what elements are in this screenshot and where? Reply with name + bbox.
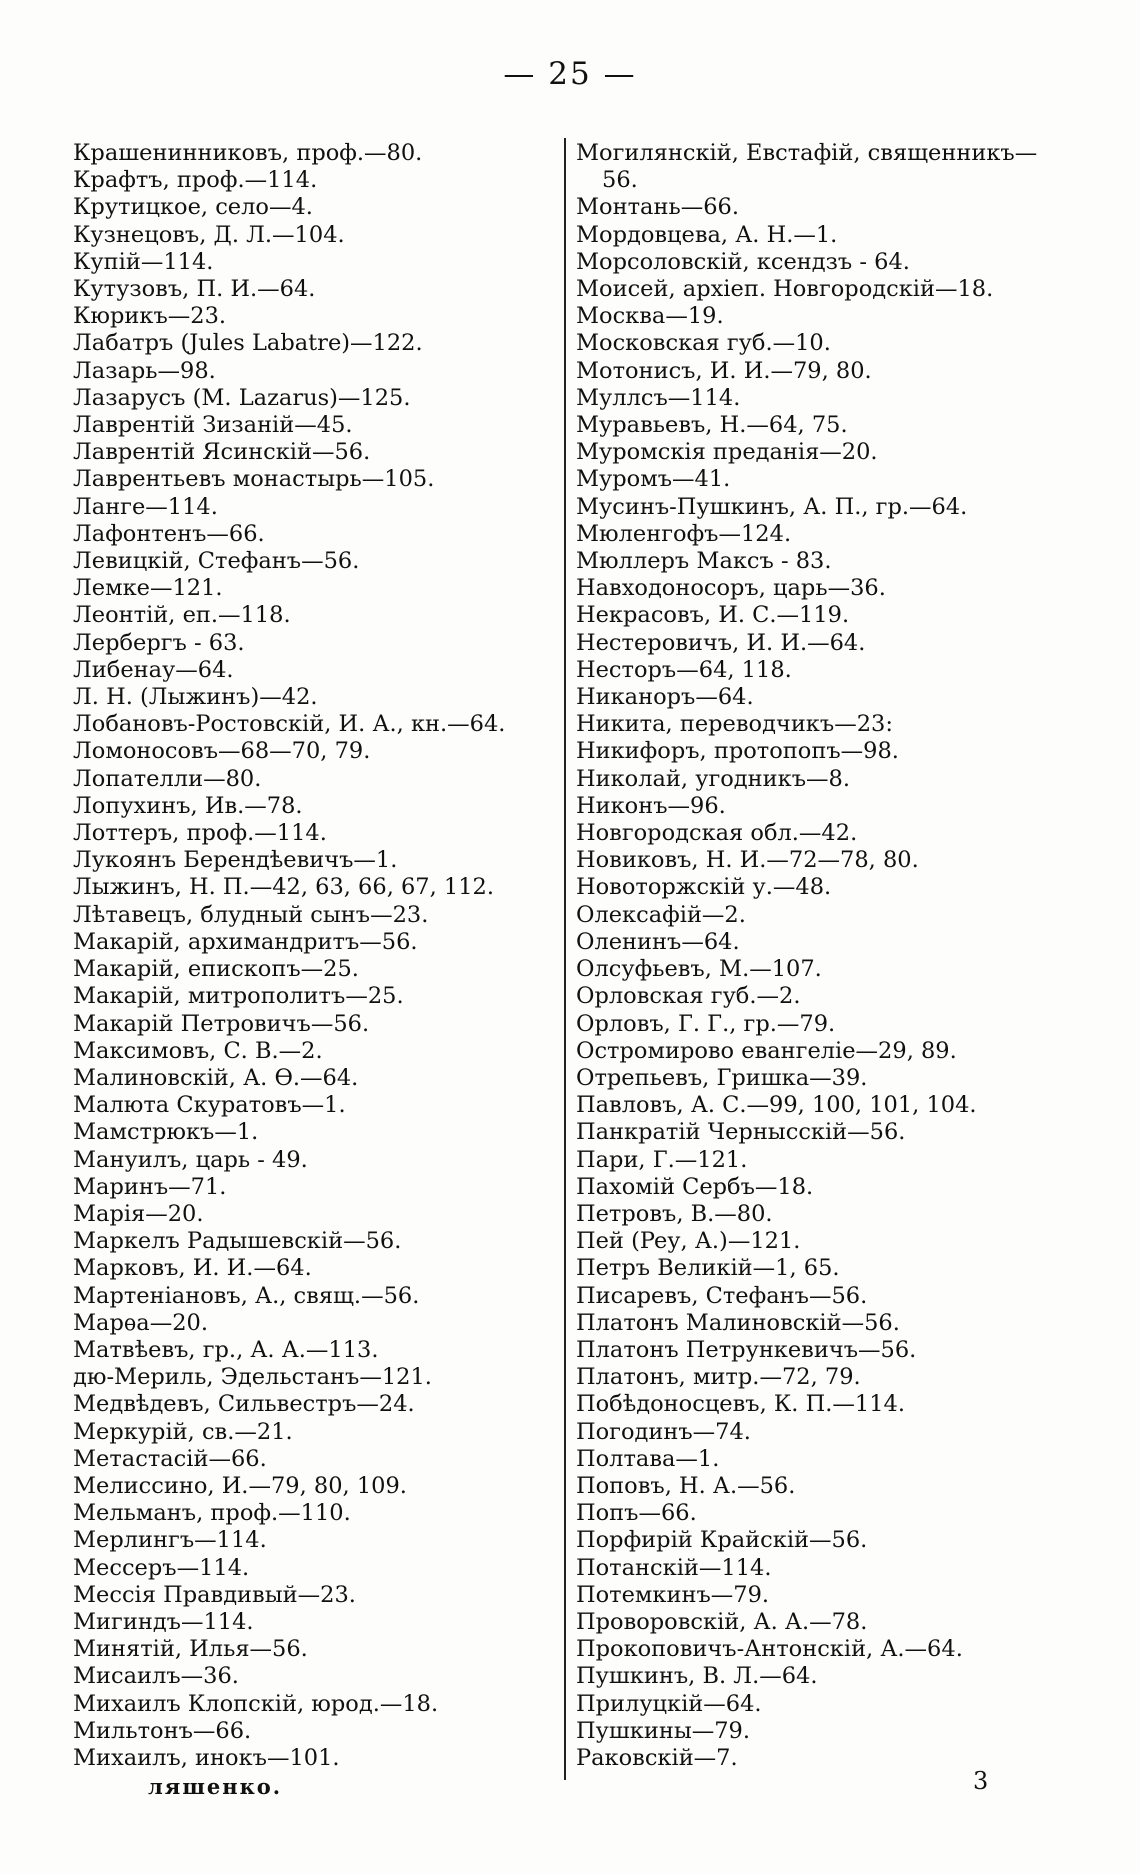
index-entry: Лукоянъ Берендѣевичъ—1. [73,847,398,874]
index-entry: Маркелъ Радышевскій—56. [73,1228,402,1255]
index-entry: Николай, угодникъ—8. [576,765,850,792]
index-entry: Лемке—121. [73,575,223,602]
index-entry: Никаноръ—64. [576,684,754,711]
index-entry: Никита, переводчикъ—23: [576,711,893,738]
index-entry: Мартеніановъ, А., свящ.—56. [73,1282,420,1309]
index-entry: Муравьевъ, Н.—64, 75. [576,412,848,439]
index-entry: Платонъ Малиновскій—56. [576,1309,900,1336]
index-entry: Лазарь—98. [73,357,216,384]
index-entry: Моисей, архіеп. Новгородскій—18. [576,276,994,303]
index-entry: Мамстрюкъ—1. [73,1119,259,1146]
index-entry: Никифоръ, протопопъ—98. [576,738,899,765]
index-entry: Лыжинъ, Н. П.—42, 63, 66, 67, 112. [73,874,495,901]
index-entry: Мюллеръ Максъ - 83. [576,548,832,575]
index-entry: Мюленгофъ—124. [576,520,792,547]
index-entry: Кузнецовъ, Д. Л.—104. [73,221,345,248]
index-entry: Макарій, епископъ—25. [73,956,359,983]
index-entry: Некрасовъ, И. С.—119. [576,602,850,629]
index-entry: Матвѣевъ, гр., А. А.—113. [73,1336,379,1363]
index-entry: Марѳа—20. [73,1309,208,1336]
index-entry: Могилянскій, Евстафій, священникъ— [576,140,1038,166]
index-column-left [73,140,563,1772]
index-entry: Потанскій—114. [576,1554,772,1581]
index-entry: Муромскія преданія—20. [576,439,878,466]
index-entry: Кюрикъ—23. [73,303,227,330]
index-entry: Мельманъ, проф.—110. [73,1500,351,1527]
index-entry: Купій—114. [73,248,214,275]
index-entry: Макарій, митрополитъ—25. [73,983,404,1010]
index-entry: Лаврентьевъ монастырь—105. [73,466,435,493]
index-entry: Поповъ, Н. А.—56. [576,1472,796,1499]
index-entry: Ланге—114. [73,493,218,520]
index-entry: Петръ Великій—1, 65. [576,1255,840,1282]
index-entry: Леонтій, еп.—118. [73,602,291,629]
index-entry: Левицкій, Стефанъ—56. [73,548,360,575]
index-entry: Меркурій, св.—21. [73,1418,293,1445]
index-entry: Москва—19. [576,303,724,330]
index-entry: 56. [602,167,638,194]
index-entry: Мордовцева, А. Н.—1. [576,221,838,248]
index-entry: Лазарусъ (M. Lazarus)—125. [73,384,411,411]
page-number-header: — 25 — [503,56,637,92]
index-entry: Погодинъ—74. [576,1418,751,1445]
index-entry: Лоттеръ, проф.—114. [73,820,327,847]
index-entry: Панкратій Чернысскій—56. [576,1119,906,1146]
index-entry: Остромирово евангеліе—29, 89. [576,1037,957,1064]
index-entry: Крашенинниковъ, проф.—80. [73,140,423,166]
index-entry: Ломоносовъ—68—70, 79. [73,738,371,765]
index-entry: Лѣтавецъ, блудный сынъ—23. [73,901,429,928]
index-entry: Пахомій Сербъ—18. [576,1173,814,1200]
index-entry: Кутузовъ, П. И.—64. [73,276,316,303]
index-entry: Отрепьевъ, Гришка—39. [576,1064,868,1091]
index-entry: Максимовъ, С. В.—2. [73,1037,323,1064]
index-entry: Пари, Г.—121. [576,1146,748,1173]
index-entry: Петровъ, В.—80. [576,1200,773,1227]
index-entry: Пей (Peу, А.)—121. [576,1228,801,1255]
index-entry: Олексафій—2. [576,901,746,928]
index-entry: Лаврентій Зизаній—45. [73,412,353,439]
index-entry: Орловъ, Г. Г., гр.—79. [576,1010,836,1037]
footer-signature: ляшенко. [148,1774,283,1799]
index-entry: Лобановъ-Ростовскій, И. А., кн.—64. [73,711,506,738]
index-entry: Писаревъ, Стефанъ—56. [576,1282,868,1309]
index-entry: Муллсъ—114. [576,384,741,411]
index-entry: Михаилъ Клопскій, юрод.—18. [73,1690,439,1717]
index-entry: Лаврентій Ясинскій—56. [73,439,371,466]
index-entry: Оленинъ—64. [576,928,740,955]
index-entry: Лафонтенъ—66. [73,520,265,547]
index-entry: Платонъ, митр.—72, 79. [576,1364,861,1391]
index-entry: Лербергъ - 63. [73,629,245,656]
index-entry: Никонъ—96. [576,792,726,819]
index-entry: Орловская губ.—2. [576,983,801,1010]
footer-sheet-number: 3 [973,1767,989,1795]
index-entry: Лопателли—80. [73,765,262,792]
index-entry: Мессеръ—114. [73,1554,250,1581]
index-entry: Порфирій Крайскій—56. [576,1527,868,1554]
index-entry: Новгородская обл.—42. [576,820,858,847]
index-entry: Медвѣдевъ, Сильвестръ—24. [73,1391,415,1418]
index-entry: Морсоловскій, ксендзъ - 64. [576,248,910,275]
index-entry: Павловъ, А. С.—99, 100, 101, 104. [576,1092,977,1119]
index-entry: Проворовскій, А. А.—78. [576,1608,868,1635]
index-entry: Л. Н. (Лыжинъ)—42. [73,684,318,711]
index-entry: Малюта Скуратовъ—1. [73,1092,346,1119]
index-entry: Мелиссино, И.—79, 80, 109. [73,1472,407,1499]
index-entry: Мануилъ, царь - 49. [73,1146,308,1173]
index-entry: Лабатръ (Jules Labatre)—122. [73,330,423,357]
index-entry: Маринъ—71. [73,1173,227,1200]
index-entry: Мерлингъ—114. [73,1527,267,1554]
index-entry: Крутицкое, село—4. [73,194,313,221]
index-entry: Минятій, Илья—56. [73,1636,308,1663]
index-entry: Навходоносоръ, царь—36. [576,575,886,602]
index-entry: Нестеровичъ, И. И.—64. [576,629,866,656]
index-entry: Макарій, архимандритъ—56. [73,928,418,955]
index-entry: Пушкинъ, В. Л.—64. [576,1663,818,1690]
index-entry: Малиновскій, А. Ѳ.—64. [73,1064,359,1091]
index-entry: Пушкины—79. [576,1717,751,1744]
index-entry: Михаилъ, инокъ—101. [73,1744,340,1771]
index-entry: Новиковъ, Н. И.—72—78, 80. [576,847,919,874]
index-entry: Мильтонъ—66. [73,1717,252,1744]
index-entry: Мигиндъ—114. [73,1608,254,1635]
index-entry: Метастасій—66. [73,1445,267,1472]
index-entry: Либенау—64. [73,656,234,683]
index-entry: Крафтъ, проф.—114. [73,167,318,194]
index-entry: Попъ—66. [576,1500,697,1527]
index-entry: Марковъ, И. И.—64. [73,1255,312,1282]
index-entry: Московская губ.—10. [576,330,831,357]
index-entry: Олсуфьевъ, М.—107. [576,956,822,983]
index-entry: Прилуцкій—64. [576,1690,762,1717]
index-entry: Несторъ—64, 118. [576,656,792,683]
index-column-right [576,140,1096,1772]
index-entry: Мотонисъ, И. И.—79, 80. [576,357,872,384]
index-entry: Полтава—1. [576,1445,720,1472]
index-entry: Раковскій—7. [576,1744,738,1771]
index-entry: Лопухинъ, Ив.—78. [73,792,303,819]
index-entry: Макарій Петровичъ—56. [73,1010,370,1037]
index-entry: Платонъ Петрункевичъ—56. [576,1336,917,1363]
index-entry: Марія—20. [73,1200,204,1227]
index-entry: Побѣдоносцевъ, К. П.—114. [576,1391,905,1418]
index-entry: Мусинъ-Пушкинъ, А. П., гр.—64. [576,493,968,520]
index-entry: Мессія Правдивый—23. [73,1581,356,1608]
index-entry: Прокоповичъ-Антонскій, А.—64. [576,1636,963,1663]
index-entry: Монтань—66. [576,194,739,221]
index-entry: дю-Мериль, Эдельстанъ—121. [73,1364,432,1391]
index-entry: Мисаилъ—36. [73,1663,239,1690]
column-divider [564,138,566,1780]
index-entry: Новоторжскій у.—48. [576,874,832,901]
index-entry: Муромъ—41. [576,466,731,493]
index-entry: Потемкинъ—79. [576,1581,770,1608]
